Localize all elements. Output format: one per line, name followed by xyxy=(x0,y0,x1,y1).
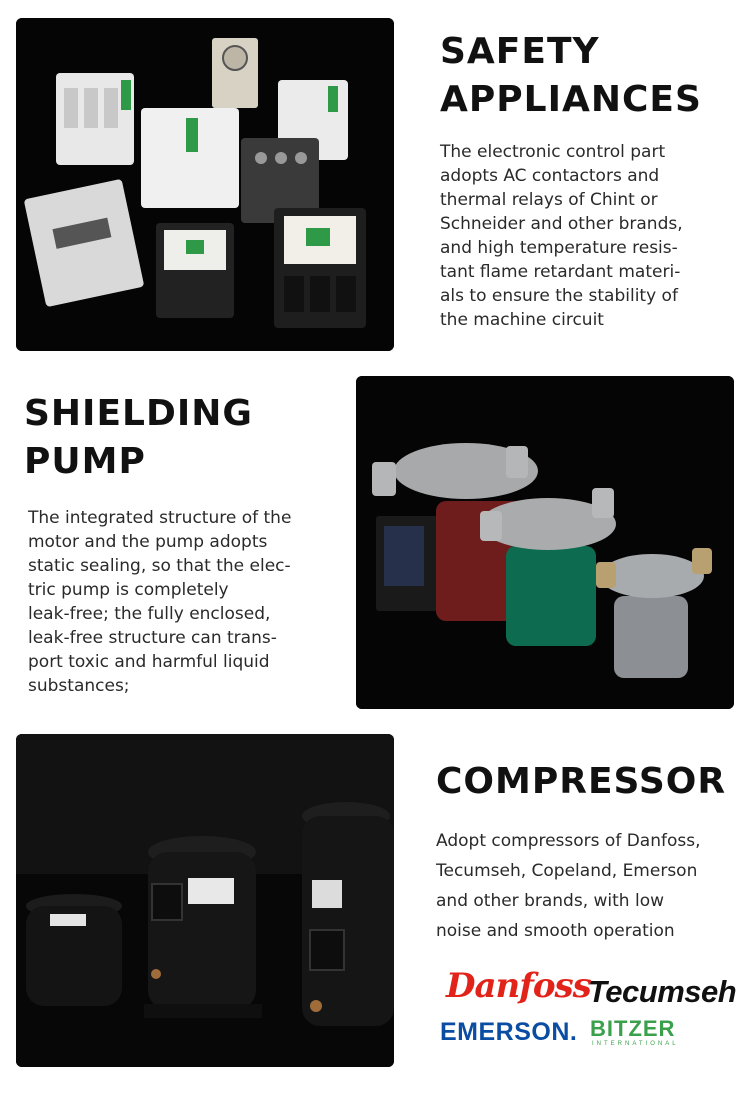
tecumseh-logo: Tecumseh xyxy=(588,974,737,1009)
bitzer-logo: BITZER xyxy=(590,1016,676,1041)
section-description-shielding-pump: The integrated structure of the motor and the pump adopts static sealing, so that the elec- tric pump is completely leak-free; the fully enclosed, leak-free structure can trans- port toxic and harmful liquid substances; xyxy=(28,508,292,696)
section-description-safety-appliances: The electronic control part adopts AC contactors and thermal relays of Chint or Schneider and other brands, and high temperature resis- tant flame retardant materi- als to ensure the stability of the machine circuit xyxy=(440,142,683,330)
section-title-safety-appliances: SAFETY APPLIANCES xyxy=(440,31,702,120)
electrical-components-photo xyxy=(16,18,394,351)
danfoss-logo: Danfoss xyxy=(446,966,591,1006)
compressors-photo xyxy=(16,734,394,1067)
section-description-compressor: Adopt compressors of Danfoss, Tecumseh, Copeland, Emerson and other brands, with low noise and smooth operation xyxy=(436,831,701,941)
circulation-pumps-photo xyxy=(356,376,734,709)
section-title-compressor: COMPRESSOR xyxy=(436,761,727,802)
bitzer-logo-subtitle: INTERNATIONAL xyxy=(592,1041,679,1047)
section-title-shielding-pump: SHIELDING PUMP xyxy=(24,393,253,482)
emerson-logo: EMERSON. xyxy=(440,1018,578,1046)
